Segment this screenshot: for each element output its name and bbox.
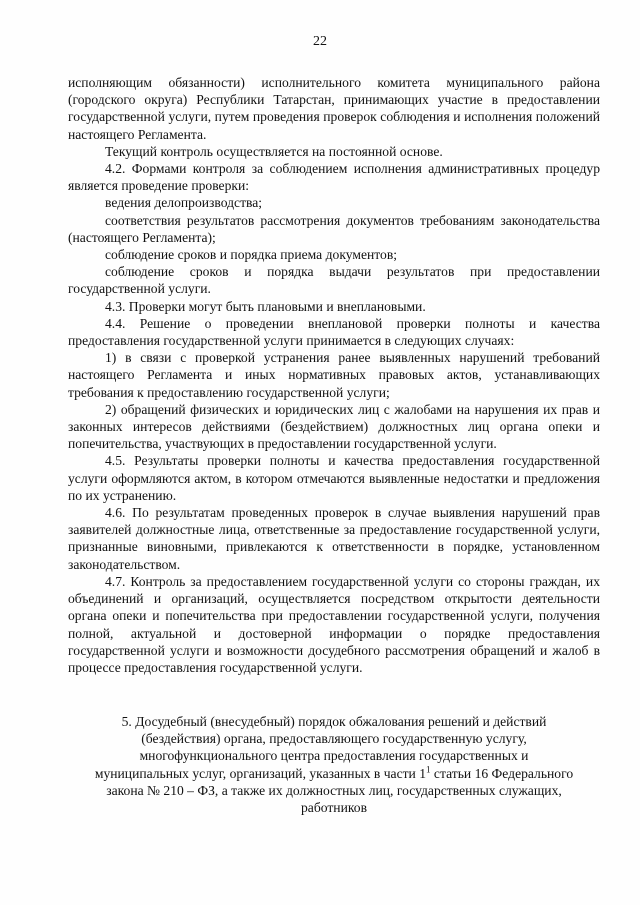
heading-line-3: многофункционального центра предоставления государственных и [139,748,529,764]
heading-line-4-start: муниципальных услуг, организаций, указанных в части 1 [94,765,427,781]
heading-line-1: 5. Досудебный (внесудебный) порядок обжалования решений и действий [121,714,547,729]
paragraph-10: 1) в связи с проверкой устранения ранее выявленных нарушений требований настоящего Регламента и иных нормативных правовых актов, устанавливающих требования к предоставлению государственной услуги; [68,350,600,400]
paragraph-5: соответствия результатов рассмотрения документов требованиям законодательства (настоящего Регламента); [68,212,600,245]
paragraph-7: соблюдение сроков и порядка выдачи результатов при предоставлении государственной услуги. [68,264,600,297]
superscript: 1 [426,764,431,775]
page-number: 22 [313,34,327,49]
paragraph-11: 2) обращений физических и юридических лиц с жалобами на нарушения их прав и законных интересов действиями (бездействием) должностных лиц органа опеки и попечительства, участвующих в предоставлении государственной услуги. [68,401,600,452]
paragraph-12: 4.5. Результаты проверки полноты и качества предоставления государственной услуги оформляются актом, в котором отмечаются выявленные недостатки и предложения по их устранению. [68,453,600,503]
body-text [68,74,600,676]
paragraph-2: Текущий контроль осуществляется на постоянной основе. [105,143,443,159]
heading-line-4 [68,765,600,782]
heading-line-2: (бездействия) органа, предоставляющего государственную услугу, [141,731,527,747]
paragraph-3: 4.2. Формами контроля за соблюдением исполнения административных процедур является проведение проверки: [68,161,600,194]
paragraph-13: 4.6. По результатам проведенных проверок в случае выявления нарушений прав заявителей должностные лица, ответственные за предоставление государственной услуги, признанные виновными, привлекаются к ответственности в порядке, установленном законодательством. [68,505,600,572]
paragraph-1: исполняющим обязанности) исполнительного комитета муниципального района (городского округа) Республики Татарстан, принимающих участие в предоставлении государственной услуги, путем проведения проверок соблюдения и исполнения положений настоящего Регламента. [68,75,600,142]
paragraph-8: 4.3. Проверки могут быть плановыми и внеплановыми. [105,298,426,314]
paragraph-6: соблюдение сроков и порядка приема документов; [105,247,398,263]
paragraph-14: 4.7. Контроль за предоставлением государственной услуги со стороны граждан, их объединений и организаций, осуществляется посредством открытости деятельности органа опеки и попечительства при предоставлении государственной услуги, получения полной, актуальной и достоверной информации о порядке предоставления государственной услуги и возможности досудебного рассмотрения обращений и жалоб в процессе предоставления государственной услуги. [68,573,600,675]
heading-line-5: закона № 210 – ФЗ, а также их должностных лиц, государственных служащих, [106,782,562,798]
paragraph-4: ведения делопроизводства; [105,195,263,211]
section-heading [68,713,600,816]
heading-line-6: работников [301,800,367,816]
paragraph-9: 4.4. Решение о проведении внеплановой проверки полноты и качества предоставления государственной услуги принимается в следующих случаях: [68,315,600,349]
heading-line-4-end: статьи 16 Федерального [430,765,574,781]
